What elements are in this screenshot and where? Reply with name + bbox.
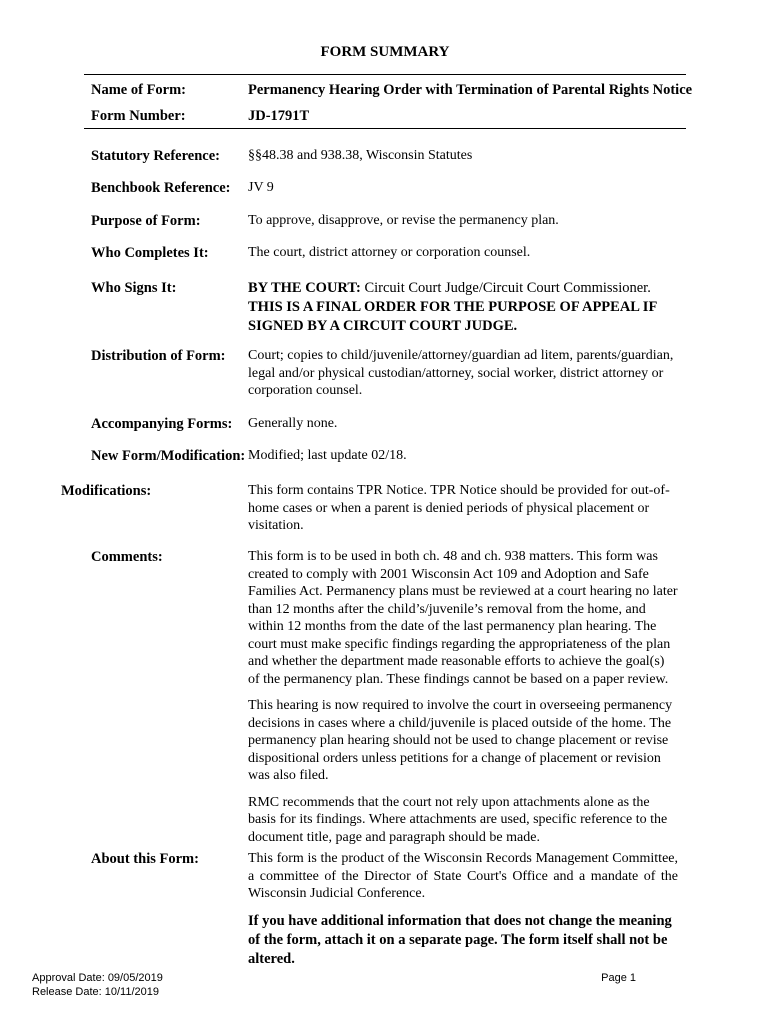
page-number: Page 1 <box>601 972 636 984</box>
purpose-value: To approve, disapprove, or revise the permanency plan. <box>248 213 559 228</box>
about-notice: If you have additional information that does not change the meaning of the form, attach it on a separate page. The form itself shall not be altered. <box>248 912 672 967</box>
distribution-value: Court; copies to child/juvenile/attorney/guardian ad litem, parents/guardian, legal and/or physical custodian/attorney, social worker, district attorney or corporation counsel. <box>248 348 674 398</box>
who-signs-court: BY THE COURT: <box>248 280 361 296</box>
who-signs-appeal-notice: THIS IS A FINAL ORDER FOR THE PURPOSE OF APPEAL IF SIGNED BY A CIRCUIT COURT JUDGE. <box>248 299 657 334</box>
form-number-label: Form Number: <box>91 108 186 124</box>
benchbook-reference-value: JV 9 <box>248 180 274 195</box>
top-rule <box>84 74 686 75</box>
accompanying-forms-label: Accompanying Forms: <box>91 416 233 432</box>
purpose-label: Purpose of Form: <box>91 213 201 229</box>
who-signs-label: Who Signs It: <box>91 280 177 296</box>
modifications-label: Modifications: <box>61 483 152 499</box>
about-paragraph: This form is the product of the Wisconsin Records Management Committee, a committee of the Director of State Court's Office and a mandate of the Wisconsin Judicial Conference. <box>248 851 678 901</box>
who-completes-value: The court, district attorney or corporation counsel. <box>248 245 531 260</box>
who-signs-value <box>248 279 678 336</box>
modifications-value: This form contains TPR Notice. TPR Notice should be provided for out-of-home cases or when a parent is denied periods of physical placement or visitation. <box>248 483 670 533</box>
new-form-value: Modified; last update 02/18. <box>248 448 407 463</box>
about-value <box>248 850 678 969</box>
comments-value <box>248 548 678 846</box>
comments-paragraph: RMC recommends that the court not rely upon attachments alone as the basis for its findings. Where attachments are used, specific reference to the document title, page and paragraph should be made. <box>248 794 668 845</box>
comments-paragraph: This hearing is now required to involve the court in overseeing permanency decisions in cases where a child/juvenile is placed outside of the home. The permanency plan hearing should not be used to change placement or revise dispositional orders unless petitions for a change of placement or revision was also filed. <box>248 698 673 783</box>
name-of-form-value: Permanency Hearing Order with Termination of Parental Rights Notice <box>248 82 693 98</box>
accompanying-forms-value: Generally none. <box>248 416 338 431</box>
statutory-reference-label: Statutory Reference: <box>91 148 220 164</box>
page-title: FORM SUMMARY <box>320 44 450 60</box>
header-rule <box>84 128 686 129</box>
who-signs-signers: Circuit Court Judge/Circuit Court Commissioner. <box>360 280 651 296</box>
comments-paragraph: This form is to be used in both ch. 48 and ch. 938 matters. This form was created to comply with 2001 Wisconsin Act 109 and Adoption and Safe Families Act. Permanency plans must be reviewed at a court hearing no later than 12 months after the child’s/juvenile’s removal from the home, and within 12 months from the date of the last permanency plan hearing. The court must make specific findings regarding the appropriateness of the plan and whether the department made reasonable efforts to achieve the goal(s) of the permanency plan. These findings cannot be based on a paper review. <box>248 549 678 687</box>
new-form-label: New Form/Modification: <box>91 448 246 464</box>
distribution-label: Distribution of Form: <box>91 348 226 364</box>
comments-label: Comments: <box>91 549 163 565</box>
benchbook-reference-label: Benchbook Reference: <box>91 180 231 196</box>
who-completes-label: Who Completes It: <box>91 245 209 261</box>
about-label: About this Form: <box>91 851 199 867</box>
statutory-reference-value: §§48.38 and 938.38, Wisconsin Statutes <box>248 148 473 163</box>
form-number-value: JD-1791T <box>248 108 310 124</box>
approval-date: Approval Date: 09/05/2019 <box>32 972 163 984</box>
name-of-form-label: Name of Form: <box>91 82 187 98</box>
release-date: Release Date: 10/11/2019 <box>32 986 159 998</box>
